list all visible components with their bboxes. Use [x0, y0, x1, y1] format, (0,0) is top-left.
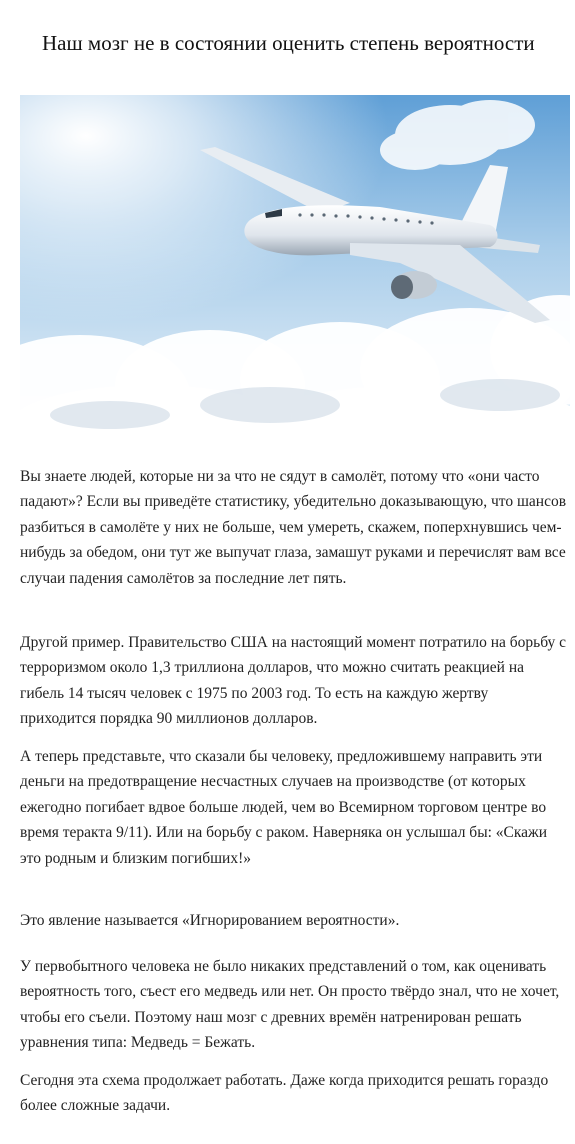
- paragraph: У первобытного человека не было никаких представлений о том, как оценивать вероятность того, съест его медведь или нет. Он просто твёрдо знал, что не хочет, чтобы его съели. Поэтому наш мозг с древних времён натренирован решать уравнения типа: Медведь = Бежать.: [20, 958, 560, 1052]
- article-title-text: Наш мозг не в состоянии оценить степень вероятности: [42, 31, 535, 55]
- airplane-photo: [20, 95, 570, 436]
- paragraph: Другой пример. Правительство США на настоящий момент потратило на борьбу с терроризмом около 1,3 триллиона долларов, что можно считать реакцией на гибель 14 тысяч человек с 1975 по 2003 год. То есть на каждую жертву приходится порядка 90 миллионов долларов.: [20, 634, 567, 728]
- paragraph: Это явление называется «Игнорированием вероятности».: [20, 912, 400, 929]
- paragraph: Сегодня эта схема продолжает работать. Даже когда приходится решать гораздо более сложные задачи.: [20, 1072, 549, 1115]
- paragraph: Вы знаете людей, которые ни за что не сядут в самолёт, потому что «они часто падают»? Если вы приведёте статистику, убедительно доказывающую, что шансов разбиться в самолёте у них не больше, чем умереть, скажем, поперхнувшись чем-нибудь за обедом, они тут же выпучат глаза, замашут руками и перечислят вам все случаи падения самолётов за последние лет пять.: [20, 468, 567, 587]
- article-title: [20, 30, 565, 56]
- paragraph: А теперь представьте, что сказали бы человеку, предложившему направить эти деньги на предотвращение несчастных случаев на производстве (от которых ежегодно погибает вдвое больше людей, чем во Всемирном торговом центре во время теракта 9/11). Или на борьбу с раком. Наверняка он услышал бы: «Скажи это родным и близким погибших!»: [20, 748, 548, 867]
- airplane-in-clouds-icon: [20, 95, 570, 436]
